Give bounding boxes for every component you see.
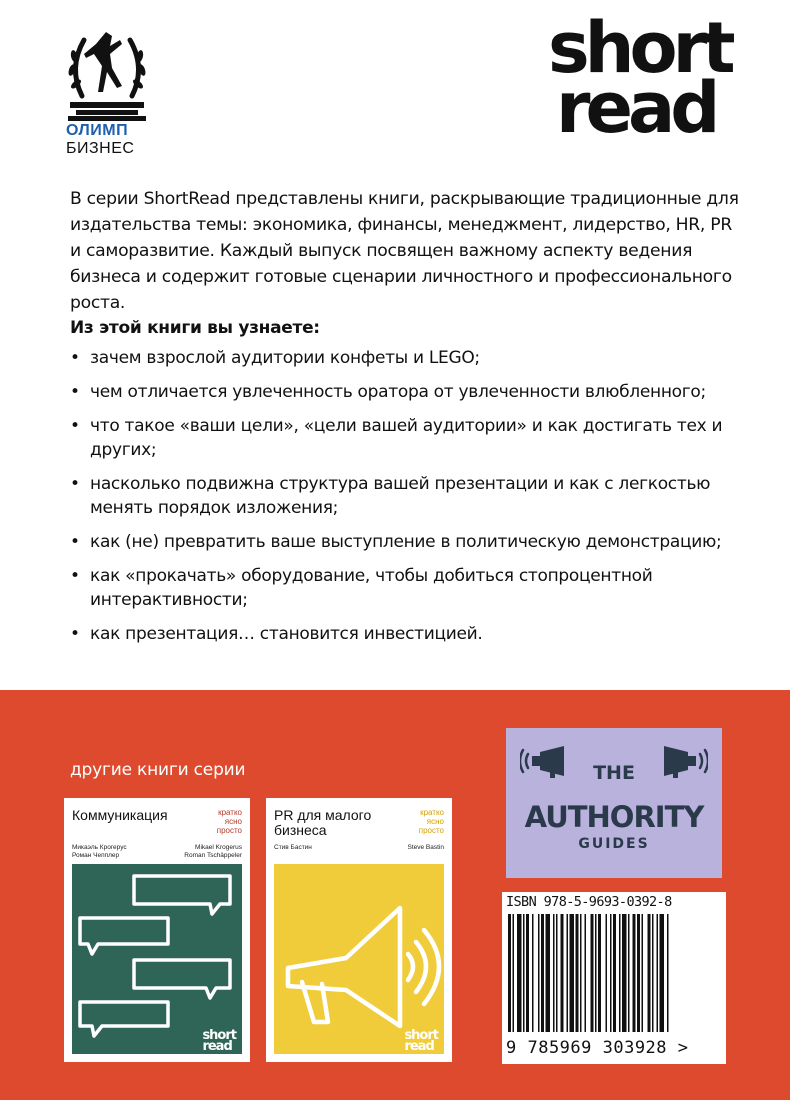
sr-line: read <box>202 1039 232 1054</box>
list-item: • зачем взрослой аудитории конфеты и LEGO; <box>70 346 740 370</box>
sr-line: read <box>404 1039 434 1054</box>
list-item: • как презентация… становится инвестицией. <box>70 622 740 646</box>
barcode-bars <box>506 914 722 1032</box>
isbn-number: ISBN 978-5-9693-0392-8 <box>506 894 672 910</box>
learn-list <box>70 346 740 656</box>
authority-guides-logo <box>506 728 722 878</box>
learn-heading: Из этой книги вы узнаете: <box>70 318 320 338</box>
isbn-barcode <box>502 892 726 1064</box>
book-cover-communication <box>64 798 250 1062</box>
shortread-mini-logo <box>404 1030 438 1052</box>
publisher-name: ОЛИМП <box>66 122 129 139</box>
authority-line1: THE <box>593 762 635 784</box>
author: Микаэль Крогерус <box>72 844 127 851</box>
shortread-logo-line2: read <box>556 67 716 149</box>
shortread-logo <box>548 7 758 149</box>
tag-line: кратко <box>420 808 444 817</box>
tag-line: ясно <box>426 817 444 826</box>
book-authors-en <box>184 844 242 860</box>
publisher-name-sub: БИЗНЕС <box>66 140 135 157</box>
tag-line: просто <box>418 826 444 835</box>
other-books-label: другие книги серии <box>70 760 246 780</box>
chat-bubbles-illustration <box>72 864 242 1054</box>
author: Роман Чепплер <box>72 852 120 859</box>
ean-number: 9 785969 303928 > <box>506 1038 689 1058</box>
author: Стив Бастин <box>274 844 312 851</box>
tag-line: ясно <box>224 817 242 826</box>
book-authors-en <box>408 844 445 852</box>
author: Mikael Krogerus <box>195 844 242 851</box>
book-title: PR для малого бизнеса <box>274 807 372 838</box>
list-item: • что такое «ваши цели», «цели вашей аудитории» и как достигать тех и других; <box>70 414 740 462</box>
list-item: • как (не) превратить ваше выступление в политическую демонстрацию; <box>70 530 740 554</box>
megaphone-illustration <box>274 864 444 1054</box>
author: Roman Tschäppeler <box>184 852 242 859</box>
book-cover-pr <box>266 798 452 1062</box>
laurel-figure-icon <box>62 18 152 122</box>
authority-line2: AUTHORITY <box>524 800 704 834</box>
list-item: • как «прокачать» оборудование, чтобы добиться стопроцентной интерактивности; <box>70 564 740 612</box>
publisher-logo <box>62 18 152 158</box>
list-item: • чем отличается увлеченность оратора от увлеченности влюбленного; <box>70 380 740 404</box>
book-authors-ru <box>274 844 312 852</box>
book-tagline <box>217 808 242 835</box>
author: Steve Bastin <box>407 844 444 851</box>
series-description: В серии ShortRead представлены книги, раскрывающие традиционные для издательства темы: экономика, финансы, менеджмент, лидерство, HR, PR и саморазвитие. Каждый выпуск посвящен важному аспекту ведения бизнеса и содержит готовые сценарии личностного и профессионального роста. <box>70 189 739 313</box>
sr-line: short <box>202 1028 236 1043</box>
book-tagline <box>419 808 444 835</box>
authority-line3: GUIDES <box>578 836 650 852</box>
tag-line: просто <box>216 826 242 835</box>
shortread-mini-logo <box>202 1030 236 1052</box>
tag-line: кратко <box>218 808 242 817</box>
book-authors-ru <box>72 844 127 860</box>
shortread-logo-line1: short <box>548 7 731 89</box>
book-title: Коммуникация <box>72 807 168 823</box>
list-item: • насколько подвижна структура вашей презентации и как с легкостью менять порядок изложения; <box>70 472 740 520</box>
sr-line: short <box>404 1028 438 1043</box>
